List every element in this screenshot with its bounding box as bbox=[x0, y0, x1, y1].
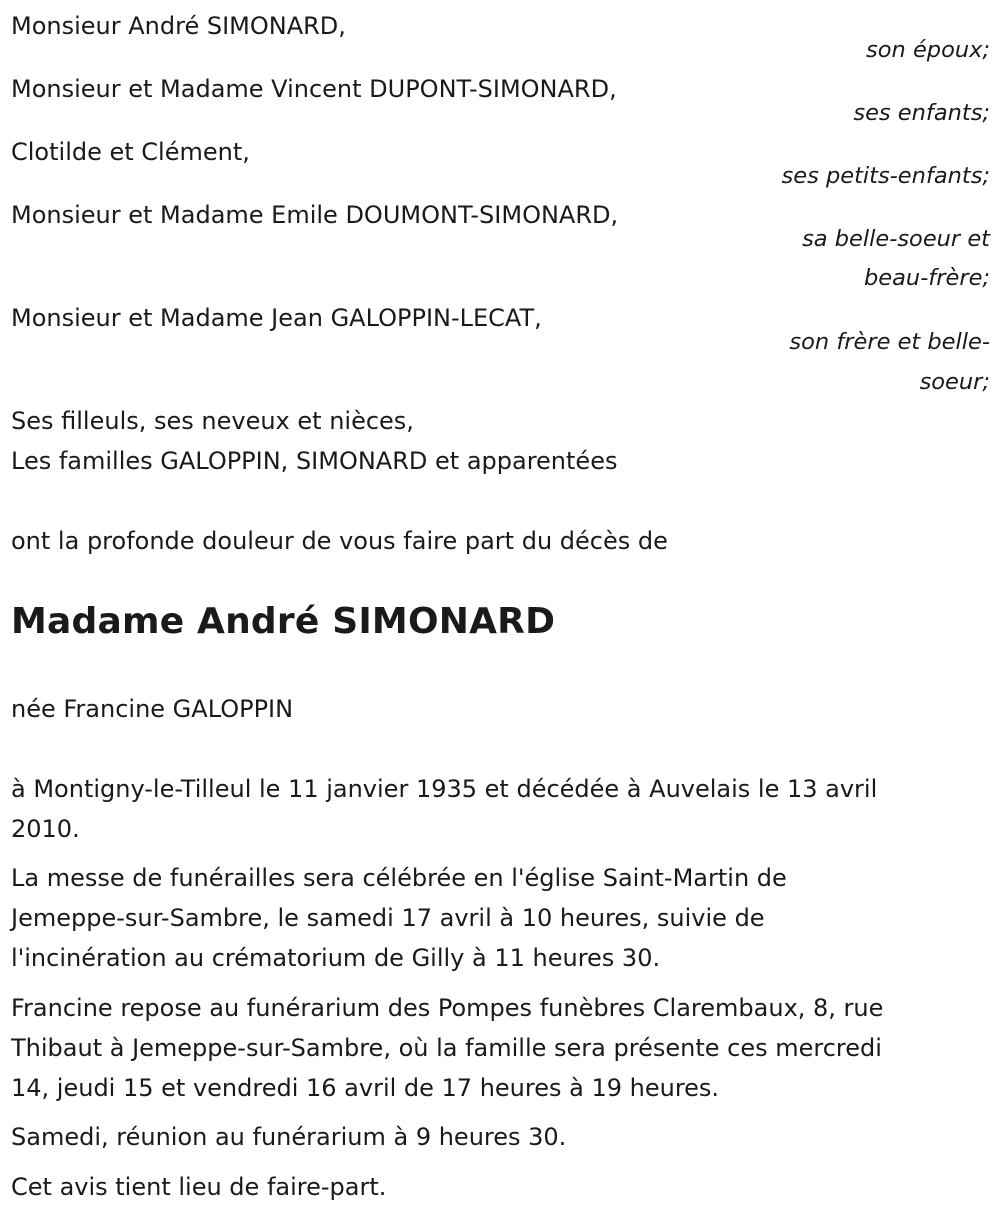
family-relation-3: ses petits-enfants; bbox=[781, 163, 990, 189]
family-relation-4-line2: beau-frère; bbox=[864, 265, 990, 291]
family-relation-5-line1: son frère et belle- bbox=[789, 329, 990, 355]
visitation-line-1: Francine repose au funérarium des Pompes funèbres Clarembaux, 8, rue bbox=[11, 994, 884, 1022]
announcement-text: ont la profonde douleur de vous faire part du décès de bbox=[11, 527, 668, 555]
family-relation-4-line1: sa belle-soeur et bbox=[802, 226, 990, 252]
visitation-line-3: 14, jeudi 15 et vendredi 16 avril de 17 heures à 19 heures. bbox=[11, 1074, 720, 1102]
family-name-5: Monsieur et Madame Jean GALOPPIN-LECAT, bbox=[11, 304, 542, 332]
funeral-line-1: La messe de funérailles sera célébrée en l'église Saint-Martin de bbox=[11, 864, 787, 892]
birth-death-line-1: à Montigny-le-Tilleul le 11 janvier 1935 et décédée à Auvelais le 13 avril bbox=[11, 775, 878, 803]
maiden-name: née Francine GALOPPIN bbox=[11, 695, 294, 723]
funeral-line-2: Jemeppe-sur-Sambre, le samedi 17 avril à 10 heures, suivie de bbox=[11, 904, 765, 932]
family-name-1: Monsieur André SIMONARD, bbox=[11, 12, 346, 40]
birth-death-line-2: 2010. bbox=[11, 815, 80, 843]
family-relation-5-line2: soeur; bbox=[919, 369, 990, 395]
deceased-name: Madame André SIMONARD bbox=[11, 601, 556, 642]
visitation-line-2: Thibaut à Jemeppe-sur-Sambre, où la famille sera présente ces mercredi bbox=[11, 1034, 882, 1062]
funeral-line-3: l'incinération au crématorium de Gilly à 11 heures 30. bbox=[11, 944, 661, 972]
others-line-2: Les familles GALOPPIN, SIMONARD et apparentées bbox=[11, 447, 618, 475]
family-name-3: Clotilde et Clément, bbox=[11, 138, 250, 166]
family-name-2: Monsieur et Madame Vincent DUPONT-SIMONARD, bbox=[11, 75, 617, 103]
family-relation-1: son époux; bbox=[866, 37, 990, 63]
saturday-gathering: Samedi, réunion au funérarium à 9 heures 30. bbox=[11, 1123, 567, 1151]
family-relation-2: ses enfants; bbox=[853, 100, 990, 126]
others-line-1: Ses filleuls, ses neveux et nièces, bbox=[11, 407, 414, 435]
family-name-4: Monsieur et Madame Emile DOUMONT-SIMONARD, bbox=[11, 201, 619, 229]
closing-text: Cet avis tient lieu de faire-part. bbox=[11, 1173, 387, 1201]
